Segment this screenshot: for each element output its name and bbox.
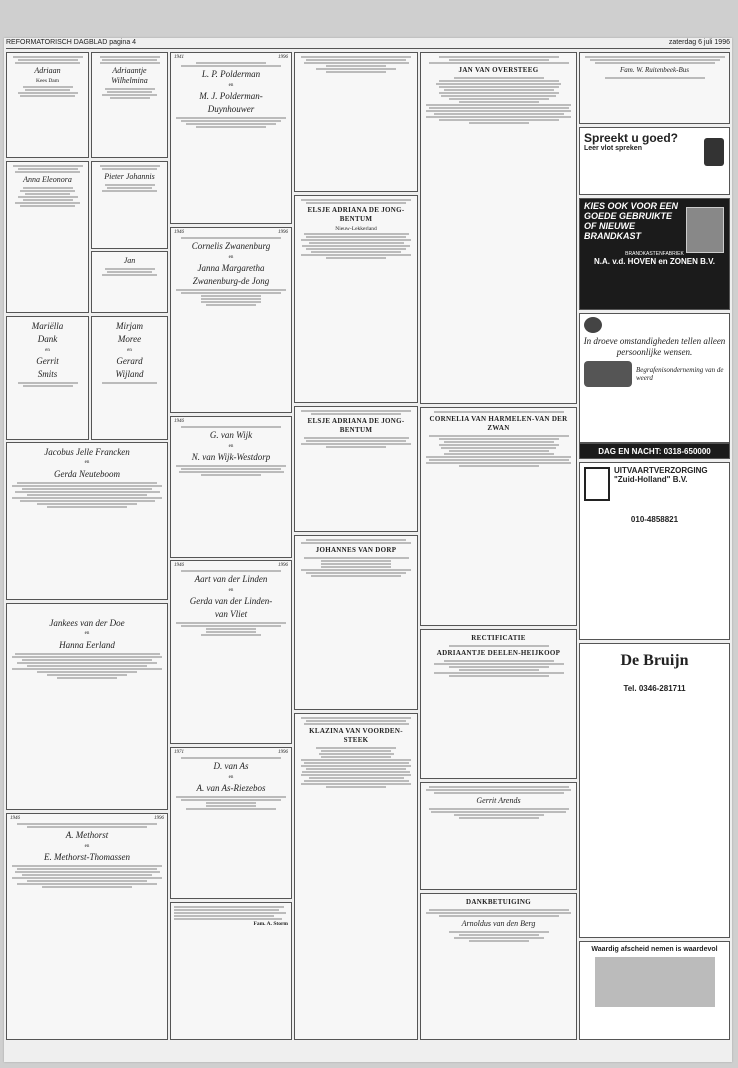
wedding-ad-jacobus [6, 442, 168, 600]
section-label: RECTIFICATIE [471, 634, 526, 642]
ad-zuid-holland [579, 462, 730, 640]
ad-phone: Tel. 0346-281711 [623, 684, 686, 693]
death-notice-elsje-1 [294, 195, 418, 403]
birth-ad-pieter [91, 161, 168, 249]
ad-van-de-weerd [579, 313, 730, 443]
section-label: DANKBETUIGING [466, 898, 531, 906]
death-notice-klazina [294, 713, 418, 1040]
name-line: en [127, 347, 132, 353]
thanks-notice-gerrit [420, 782, 577, 890]
newspaper-page [4, 38, 732, 1062]
name-line: Mirjam [116, 321, 143, 331]
name-line: Smits [37, 369, 58, 379]
paper-date: zaterdag 6 juli 1996 [668, 38, 730, 46]
ad-company: Begrafenisonderneming van de weerd [636, 365, 724, 382]
ad-de-bruijn [579, 643, 730, 938]
engagement-ad-mariella [6, 316, 89, 440]
name-line: Jankees van der Doe [49, 618, 125, 628]
name-line: Moree [117, 334, 142, 345]
name-line: Duynhouwer [207, 104, 255, 114]
ad-spreek [579, 127, 730, 195]
name-line: en [84, 460, 90, 466]
birth-name: Adriaan [34, 66, 61, 75]
name-line: Zwanenburg-de Jong [192, 276, 270, 286]
name-line: en [228, 443, 234, 449]
birth-name: Anna Eleonora [23, 175, 72, 184]
name-line: D. van As [213, 761, 249, 772]
death-notice-jan [420, 52, 577, 404]
ad-label: BRANDKASTENFABRIEK [625, 250, 684, 257]
thanks-ad-storm [170, 902, 292, 1040]
birth-name: Jan [123, 256, 136, 265]
name-line: van Vliet [214, 609, 248, 619]
cross-icon [584, 467, 610, 501]
person-name: Arnoldus van den Berg [461, 918, 536, 928]
name-line: Gerard [116, 355, 143, 366]
speech-icon [704, 138, 724, 166]
name-line: Jacobus Jelle Francken [44, 447, 130, 457]
ad-phone-bar: DAG EN NACHT: 0318-650000 [579, 443, 730, 459]
anniversary-ad-methorst: 1946 1996 A. Methorst en E. Methorst-Thomassen [6, 813, 168, 1040]
deceased-name: JOHANNES VAN DORP [315, 546, 397, 554]
name-line: en [45, 347, 50, 353]
ad-brandkast [579, 198, 730, 310]
birth-parents: Kees Dam [35, 78, 60, 84]
name-line: G. van Wijk [209, 430, 253, 441]
safe-icon [686, 207, 724, 253]
deceased-name: JAN VAN OVERSTEEG [458, 66, 539, 74]
ad-title: De Bruijn [620, 652, 689, 669]
name-line: Wijland [115, 369, 144, 379]
name-line: en [228, 82, 234, 88]
name-line: Hanna Eerland [59, 639, 115, 650]
birth-name: Pieter Johannis [104, 172, 155, 181]
name-line: en [84, 631, 90, 637]
ad-waardig [579, 941, 730, 1040]
name-line: E. Methorst-Thomassen [44, 851, 130, 862]
person-name: Fam. W. Ruitenbeek-Bus [620, 66, 689, 74]
deceased-name: ADRIAANTJE DEELEN-HEIJKOOP [436, 648, 561, 657]
name-line: A. Methorst [65, 830, 109, 841]
paper-title: REFORMATORISCH DAGBLAD pagina 4 [6, 38, 137, 46]
name-line: Aart van der Linden [194, 574, 268, 585]
thanks-notice [294, 52, 418, 192]
name-line: en [228, 774, 234, 780]
ad-phone: 010-4858821 [630, 515, 679, 524]
name-line: en [84, 843, 90, 849]
name-line: en [228, 587, 234, 593]
name-line: Gerrit [36, 355, 59, 366]
anniversary-ad-vanderlinden: 1946 1996 Aart van der Linden en Gerda van der Linden- van Vliet [170, 560, 292, 744]
name-line: N. van Wijk-Westdorp [191, 451, 271, 462]
signature: Fam. A. Storm [253, 921, 288, 927]
ad-title: UITVAARTVERZORGING "Zuid-Holland" B.V. [614, 466, 708, 484]
deceased-name: CORNELIA VAN HARMELEN-VAN DER ZWAN [429, 415, 568, 432]
name-line: Mariëlla [31, 321, 64, 331]
hearse-icon [584, 361, 632, 387]
name-line: A. van As-Riezebos [196, 782, 266, 793]
ad-title: KIES OOK VOOR EEN GOEDE GEBRUIKTE OF NIEUWE BRANDKAST [584, 201, 679, 241]
ad-title: Spreekt u goed? [584, 131, 679, 145]
anniversary-ad-vanas: 1971 1996 D. van As en A. van As-Riezebos [170, 747, 292, 899]
death-notice-elsje-2 [294, 406, 418, 532]
deceased-city: Nieuw-Lekkerland [335, 225, 377, 232]
birth-ad-jan [91, 251, 168, 313]
name-line: M. J. Polderman- [199, 90, 263, 101]
ad-title: Waardig afscheid nemen is waardevol [591, 946, 718, 953]
deceased-name: ELSJE ADRIANA DE JONG-BENTUM [307, 206, 405, 223]
death-notice-johannes [294, 535, 418, 710]
engagement-ad-mirjam [91, 316, 168, 440]
anniversary-ad-polderman: 1941 1996 L. P. Polderman en M. J. Polderman- Duynhouwer [170, 52, 292, 224]
building-image [595, 957, 715, 1007]
logo-icon [584, 317, 602, 333]
name-line: Gerda Neuteboom [54, 468, 120, 479]
correction-notice [420, 629, 577, 779]
name-line: Janna Margaretha [197, 262, 265, 273]
name-line: en [228, 254, 234, 260]
notice-ruitenbeek [579, 52, 730, 124]
name-line: Dank [37, 334, 58, 345]
deceased-name: KLAZINA VAN VOORDEN-STEEK [309, 727, 403, 744]
death-notice-cornelia [420, 407, 577, 626]
name-line: Gerda van der Linden- [189, 595, 273, 606]
anniversary-ad-zwanenburg: 1946 1996 Cornelis Zwanenburg en Janna Margaretha Zwanenburg-de Jong [170, 227, 292, 413]
thanks-notice-arnoldus [420, 893, 577, 1040]
birth-ad-adriaan [6, 52, 89, 158]
birth-ad-anna [6, 161, 89, 313]
wedding-ad-jankees [6, 603, 168, 810]
anniversary-ad-vanwijk: 1946 G. van Wijk en N. van Wijk-Westdorp [170, 416, 292, 558]
deceased-name: ELSJE ADRIANA DE JONG-BENTUM [307, 417, 405, 434]
name-line: L. P. Polderman [201, 69, 261, 80]
birth-ad-adriaantje [91, 52, 168, 158]
name-line: Cornelis Zwanenburg [191, 241, 271, 252]
page-header [6, 36, 730, 49]
person-name: Gerrit Arends [476, 796, 521, 805]
ad-subtitle: Leer vlot spreken [584, 145, 642, 152]
ad-company: N.A. v.d. HOVEN en ZONEN B.V. [594, 256, 715, 266]
birth-name: Adriaantje Wilhelmina [111, 66, 148, 85]
ad-title: In droeve omstandigheden tellen alleen persoonlijke wensen. [583, 336, 726, 357]
